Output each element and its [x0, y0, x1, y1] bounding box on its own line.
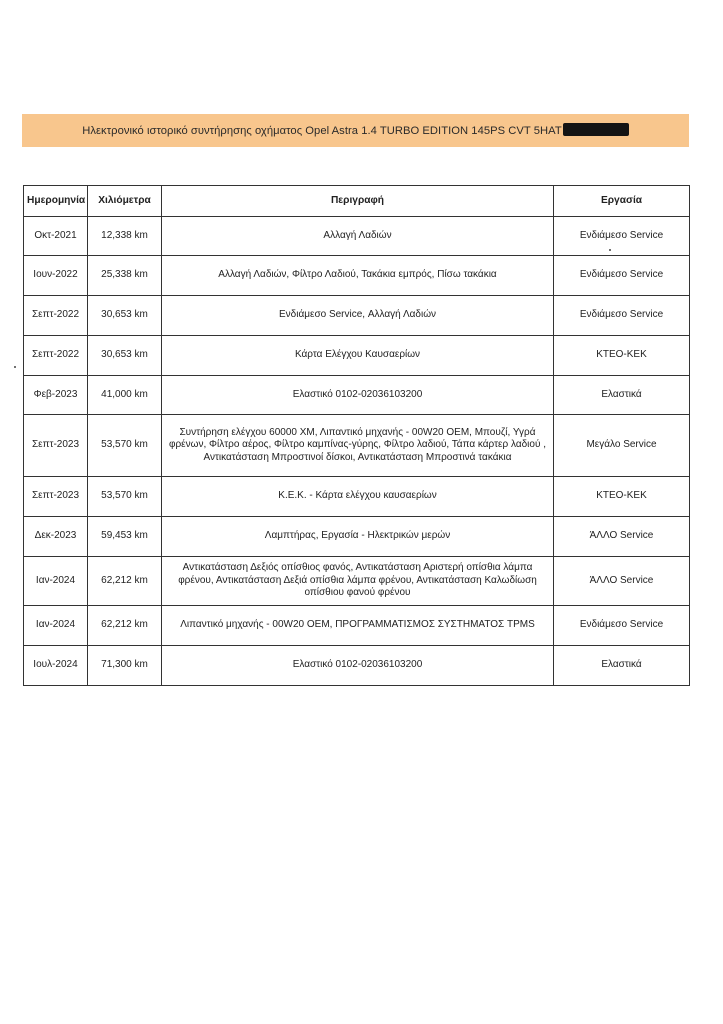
- table-row: [24, 557, 690, 606]
- cell-description: Κάρτα Ελέγχου Καυσαερίων: [162, 336, 554, 376]
- cell-work: ΆΛΛΟ Service: [554, 517, 690, 557]
- scan-speck: [14, 366, 16, 368]
- cell-km: 62,212 km: [88, 557, 162, 606]
- header-km: Χιλιόμετρα: [88, 186, 162, 217]
- cell-work: Ενδιάμεσο Service: [554, 296, 690, 336]
- cell-date: Ιουν-2022: [24, 256, 88, 296]
- table-row: [24, 517, 690, 557]
- cell-date: Ιαν-2024: [24, 557, 88, 606]
- cell-work: Μεγάλο Service: [554, 415, 690, 477]
- cell-description: Ελαστικό 0102-02036103200: [162, 376, 554, 415]
- cell-description: Ενδιάμεσο Service, Αλλαγή Λαδιών: [162, 296, 554, 336]
- cell-description: Αλλαγή Λαδιών: [162, 217, 554, 256]
- cell-date: Σεπτ-2023: [24, 477, 88, 517]
- cell-date: Σεπτ-2022: [24, 296, 88, 336]
- cell-date: Φεβ-2023: [24, 376, 88, 415]
- cell-work: ΚΤΕΟ-ΚΕΚ: [554, 336, 690, 376]
- header-work: Εργασία: [554, 186, 690, 217]
- table-row: [24, 256, 690, 296]
- cell-km: 62,212 km: [88, 606, 162, 646]
- table-row: [24, 376, 690, 415]
- header-description: Περιγραφή: [162, 186, 554, 217]
- cell-date: Οκτ-2021: [24, 217, 88, 256]
- table-row: [24, 217, 690, 256]
- table-row: [24, 477, 690, 517]
- header-date: Ημερομηνία: [24, 186, 88, 217]
- table-header-row: [24, 186, 690, 217]
- cell-work: Ελαστικά: [554, 646, 690, 686]
- document-title-band: [22, 114, 689, 147]
- scan-speck: [609, 249, 611, 251]
- cell-description: Ελαστικό 0102-02036103200: [162, 646, 554, 686]
- cell-km: 30,653 km: [88, 296, 162, 336]
- cell-description: Κ.Ε.Κ. - Κάρτα ελέγχου καυσαερίων: [162, 477, 554, 517]
- cell-km: 71,300 km: [88, 646, 162, 686]
- cell-work: Ενδιάμεσο Service: [554, 217, 690, 256]
- cell-description: Συντήρηση ελέγχου 60000 ΧΜ, Λιπαντικό μηχανής - 00W20 OEM, Μπουζί, Υγρά φρένων, Φίλτρο αέρος, Φίλτρο καμπίνας-γύρης, Φίλτρο λαδιού, Τάπα κάρτερ λαδιού , Αντικατάσταση Μπροστινοί δίσκοι, Αντικατάσταση Μπροστινά τακάκια: [162, 415, 554, 477]
- cell-date: Σεπτ-2023: [24, 415, 88, 477]
- cell-date: Σεπτ-2022: [24, 336, 88, 376]
- cell-description: Λαμπτήρας, Εργασία - Ηλεκτρικών μερών: [162, 517, 554, 557]
- cell-km: 25,338 km: [88, 256, 162, 296]
- cell-km: 53,570 km: [88, 477, 162, 517]
- cell-work: ΆΛΛΟ Service: [554, 557, 690, 606]
- cell-km: 53,570 km: [88, 415, 162, 477]
- cell-work: Ενδιάμεσο Service: [554, 256, 690, 296]
- redaction-mark: [563, 123, 629, 136]
- cell-description: Αντικατάσταση Δεξιός οπίσθιος φανός, Αντικατάσταση Αριστερή οπίσθια λάμπα φρένου, Αντικατάσταση Δεξιά οπίσθια λάμπα φρένου, Αντικατάσταση Καλωδίωση οπίσθιου φανού φρένου: [162, 557, 554, 606]
- cell-description: Αλλαγή Λαδιών, Φίλτρο Λαδιού, Τακάκια εμπρός, Πίσω τακάκια: [162, 256, 554, 296]
- cell-km: 41,000 km: [88, 376, 162, 415]
- cell-date: Δεκ-2023: [24, 517, 88, 557]
- cell-km: 30,653 km: [88, 336, 162, 376]
- cell-date: Ιουλ-2024: [24, 646, 88, 686]
- table-row: [24, 415, 690, 477]
- table-row: [24, 646, 690, 686]
- cell-work: Ενδιάμεσο Service: [554, 606, 690, 646]
- document-title: Ηλεκτρονικό ιστορικό συντήρησης οχήματος Opel Astra 1.4 TURBO EDITION 145PS CVT 5HAT: [82, 124, 562, 137]
- cell-km: 12,338 km: [88, 217, 162, 256]
- table-row: [24, 606, 690, 646]
- cell-km: 59,453 km: [88, 517, 162, 557]
- maintenance-history-table: [23, 185, 690, 686]
- cell-work: ΚΤΕΟ-ΚΕΚ: [554, 477, 690, 517]
- cell-description: Λιπαντικό μηχανής - 00W20 OEM, ΠΡΟΓΡΑΜΜΑΤΙΣΜΟΣ ΣΥΣΤΗΜΑΤΟΣ TPMS: [162, 606, 554, 646]
- table-row: [24, 336, 690, 376]
- cell-work: Ελαστικά: [554, 376, 690, 415]
- cell-date: Ιαν-2024: [24, 606, 88, 646]
- table-row: [24, 296, 690, 336]
